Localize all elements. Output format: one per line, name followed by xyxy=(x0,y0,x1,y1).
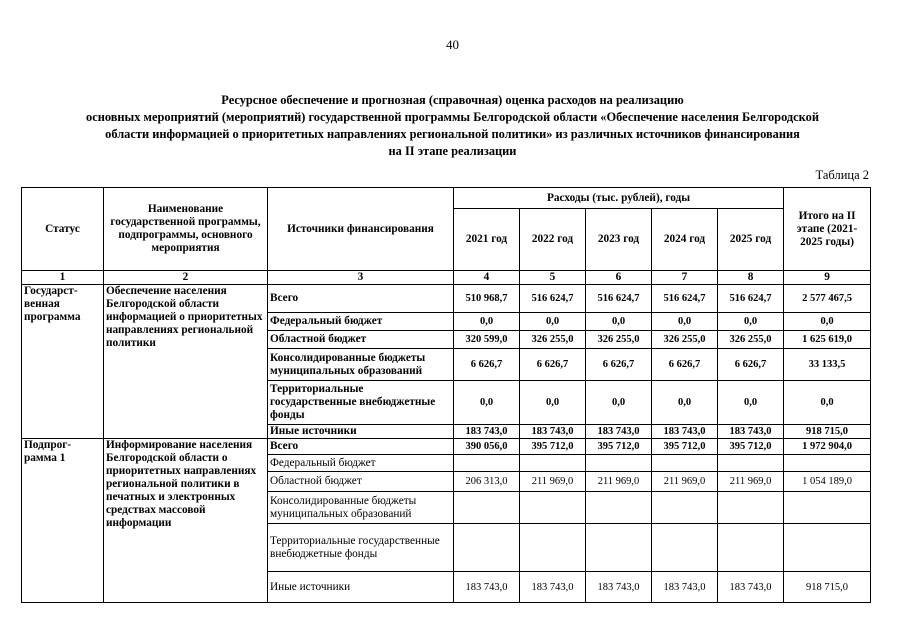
budget-table xyxy=(21,187,871,603)
source-cell: Федеральный бюджет xyxy=(268,455,454,472)
header-expenses: Расходы (тыс. рублей), годы xyxy=(454,188,784,209)
source-cell: Иные источники xyxy=(268,572,454,603)
value-cell xyxy=(586,524,652,572)
status-cell: Государст-венная программа xyxy=(22,285,104,439)
header-status: Статус xyxy=(22,188,104,271)
column-number: 8 xyxy=(718,271,784,285)
value-cell: 516 624,7 xyxy=(652,285,718,313)
value-cell: 395 712,0 xyxy=(652,439,718,455)
header-year: 2021 год xyxy=(454,209,520,271)
value-cell: 183 743,0 xyxy=(454,572,520,603)
value-cell: 183 743,0 xyxy=(652,425,718,439)
source-cell: Областной бюджет xyxy=(268,331,454,349)
total-cell xyxy=(784,455,871,472)
column-number: 2 xyxy=(104,271,268,285)
value-cell: 211 969,0 xyxy=(718,472,784,492)
total-cell: 2 577 467,5 xyxy=(784,285,871,313)
value-cell: 395 712,0 xyxy=(586,439,652,455)
header-year: 2024 год xyxy=(652,209,718,271)
source-cell: Всего xyxy=(268,285,454,313)
header-year: 2022 год xyxy=(520,209,586,271)
source-cell: Консолидированные бюджеты муниципальных образований xyxy=(268,492,454,524)
value-cell: 320 599,0 xyxy=(454,331,520,349)
value-cell: 183 743,0 xyxy=(718,425,784,439)
header-total: Итого на II этапе (2021-2025 годы) xyxy=(784,188,871,271)
value-cell: 0,0 xyxy=(718,381,784,425)
value-cell: 183 743,0 xyxy=(586,425,652,439)
total-cell: 0,0 xyxy=(784,381,871,425)
value-cell: 326 255,0 xyxy=(520,331,586,349)
header-sources: Источники финансирования xyxy=(268,188,454,271)
value-cell: 0,0 xyxy=(586,381,652,425)
document-title xyxy=(20,92,885,160)
value-cell: 6 626,7 xyxy=(454,349,520,381)
total-cell: 0,0 xyxy=(784,313,871,331)
value-cell: 6 626,7 xyxy=(718,349,784,381)
value-cell xyxy=(454,492,520,524)
value-cell xyxy=(520,524,586,572)
value-cell xyxy=(718,455,784,472)
value-cell xyxy=(718,492,784,524)
value-cell: 183 743,0 xyxy=(718,572,784,603)
program-name-cell: Обеспечение населения Белгородской области информацией о приоритетных направлениях региональной политики xyxy=(104,285,268,439)
total-cell xyxy=(784,524,871,572)
total-cell: 1 972 904,0 xyxy=(784,439,871,455)
value-cell: 6 626,7 xyxy=(652,349,718,381)
value-cell xyxy=(520,492,586,524)
value-cell: 0,0 xyxy=(520,313,586,331)
value-cell: 395 712,0 xyxy=(718,439,784,455)
source-cell: Территориальные государственные внебюджетные фонды xyxy=(268,381,454,425)
value-cell: 326 255,0 xyxy=(586,331,652,349)
value-cell: 206 313,0 xyxy=(454,472,520,492)
table-row xyxy=(22,285,871,313)
total-cell: 918 715,0 xyxy=(784,572,871,603)
value-cell: 183 743,0 xyxy=(520,572,586,603)
value-cell: 183 743,0 xyxy=(454,425,520,439)
source-cell: Федеральный бюджет xyxy=(268,313,454,331)
header-year: 2025 год xyxy=(718,209,784,271)
title-line: Ресурсное обеспечение и прогнозная (справочная) оценка расходов на реализацию xyxy=(221,93,684,107)
value-cell: 211 969,0 xyxy=(652,472,718,492)
value-cell: 395 712,0 xyxy=(520,439,586,455)
page-number: 40 xyxy=(446,37,459,52)
value-cell: 516 624,7 xyxy=(586,285,652,313)
value-cell: 0,0 xyxy=(454,381,520,425)
value-cell: 211 969,0 xyxy=(520,472,586,492)
column-number: 9 xyxy=(784,271,871,285)
value-cell: 6 626,7 xyxy=(586,349,652,381)
value-cell: 0,0 xyxy=(520,381,586,425)
column-number: 1 xyxy=(22,271,104,285)
value-cell xyxy=(454,524,520,572)
value-cell xyxy=(652,455,718,472)
value-cell: 390 056,0 xyxy=(454,439,520,455)
column-number: 5 xyxy=(520,271,586,285)
value-cell xyxy=(652,524,718,572)
value-cell xyxy=(586,492,652,524)
source-cell: Иные источники xyxy=(268,425,454,439)
source-cell: Всего xyxy=(268,439,454,455)
program-name-cell: Информирование населения Белгородской области о приоритетных направлениях региональной политики в печатных и электронных средствах массовой информации xyxy=(104,439,268,603)
total-cell xyxy=(784,492,871,524)
total-cell: 33 133,5 xyxy=(784,349,871,381)
value-cell: 326 255,0 xyxy=(718,331,784,349)
title-line: области информацией о приоритетных направлениях региональной политики» из различных источников финансирования xyxy=(105,127,800,141)
value-cell xyxy=(520,455,586,472)
value-cell: 326 255,0 xyxy=(652,331,718,349)
value-cell: 516 624,7 xyxy=(520,285,586,313)
status-cell: Подпрог-рамма 1 xyxy=(22,439,104,603)
value-cell: 6 626,7 xyxy=(520,349,586,381)
value-cell: 0,0 xyxy=(652,381,718,425)
column-number: 4 xyxy=(454,271,520,285)
value-cell: 183 743,0 xyxy=(586,572,652,603)
value-cell: 516 624,7 xyxy=(718,285,784,313)
title-line: основных мероприятий (мероприятий) государственной программы Белгородской области «Обеспечение населения Белгородской xyxy=(86,110,819,124)
value-cell: 0,0 xyxy=(454,313,520,331)
value-cell: 183 743,0 xyxy=(520,425,586,439)
total-cell: 1 054 189,0 xyxy=(784,472,871,492)
value-cell: 183 743,0 xyxy=(652,572,718,603)
value-cell: 211 969,0 xyxy=(586,472,652,492)
value-cell: 510 968,7 xyxy=(454,285,520,313)
total-cell: 1 625 619,0 xyxy=(784,331,871,349)
column-number: 7 xyxy=(652,271,718,285)
value-cell xyxy=(652,492,718,524)
column-number: 3 xyxy=(268,271,454,285)
value-cell xyxy=(454,455,520,472)
title-line: на II этапе реализации xyxy=(388,144,517,158)
column-number: 6 xyxy=(586,271,652,285)
table-label: Таблица 2 xyxy=(815,168,869,182)
source-cell: Консолидированные бюджеты муниципальных образований xyxy=(268,349,454,381)
value-cell: 0,0 xyxy=(718,313,784,331)
source-cell: Областной бюджет xyxy=(268,472,454,492)
table-row xyxy=(22,439,871,455)
value-cell xyxy=(586,455,652,472)
header-year: 2023 год xyxy=(586,209,652,271)
value-cell: 0,0 xyxy=(586,313,652,331)
total-cell: 918 715,0 xyxy=(784,425,871,439)
header-name: Наименование государственной программы, подпрограммы, основного мероприятия xyxy=(104,188,268,271)
value-cell: 0,0 xyxy=(652,313,718,331)
source-cell: Территориальные государственные внебюджетные фонды xyxy=(268,524,454,572)
value-cell xyxy=(718,524,784,572)
